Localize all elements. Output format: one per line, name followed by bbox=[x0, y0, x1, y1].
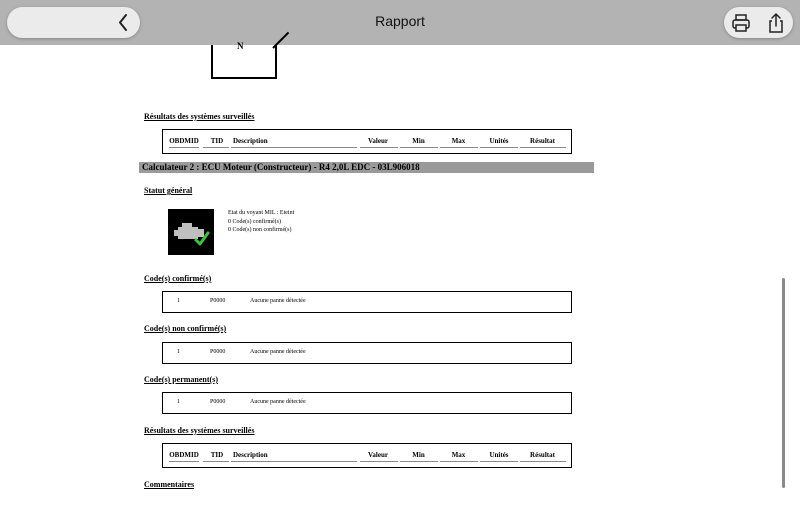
confirmed-code-row bbox=[162, 291, 572, 313]
diagram-fragment bbox=[211, 41, 277, 79]
col-max: Max bbox=[451, 451, 466, 459]
row-index: 1 bbox=[177, 399, 180, 405]
section-title-monitored-2: Résultats des systèmes surveillés bbox=[144, 426, 255, 435]
col-description: Description bbox=[233, 451, 268, 459]
page-title: Rapport bbox=[375, 13, 425, 29]
section-title-comments: Commentaires bbox=[144, 480, 195, 489]
permanent-code-row bbox=[162, 392, 572, 414]
col-unites: Unités bbox=[489, 451, 509, 459]
actions-group bbox=[724, 7, 793, 38]
status-confirmed: 0 Code(s) confirmé(s) bbox=[228, 218, 281, 225]
section-title-confirmed: Code(s) confirmé(s) bbox=[144, 274, 212, 283]
col-valeur: Valeur bbox=[368, 137, 388, 145]
row-code: P0000 bbox=[210, 399, 226, 405]
status-lines bbox=[228, 209, 294, 235]
table-header bbox=[163, 444, 571, 467]
col-valeur: Valeur bbox=[368, 451, 388, 459]
share-button[interactable] bbox=[765, 12, 787, 34]
col-description: Description bbox=[233, 137, 268, 145]
col-min: Min bbox=[412, 451, 425, 459]
col-resultat: Résultat bbox=[530, 137, 555, 145]
row-code: P0000 bbox=[210, 349, 226, 355]
col-tid: TID bbox=[210, 451, 224, 459]
share-icon bbox=[765, 12, 787, 34]
status-unconfirmed: 0 Code(s) non confirmé(s) bbox=[228, 227, 292, 233]
navigation-bar bbox=[0, 0, 800, 45]
section-title-permanent: Code(s) permanent(s) bbox=[144, 375, 218, 384]
col-obdmid: OBDMID bbox=[169, 137, 199, 145]
engine-check-icon bbox=[168, 209, 214, 255]
scrollbar[interactable] bbox=[782, 278, 785, 488]
row-index: 1 bbox=[177, 298, 180, 304]
col-tid: TID bbox=[210, 137, 224, 145]
col-obdmid: OBDMID bbox=[169, 451, 199, 459]
diagram-fragment-mark: N bbox=[237, 41, 244, 51]
monitored-table-2 bbox=[162, 443, 572, 468]
row-index: 1 bbox=[177, 349, 180, 355]
unconfirmed-code-row bbox=[162, 342, 572, 364]
engine-ok-icon bbox=[168, 209, 214, 255]
col-unites: Unités bbox=[489, 137, 509, 145]
section-title-general-status: Statut général bbox=[144, 186, 193, 195]
section-title-unconfirmed: Code(s) non confirmé(s) bbox=[144, 324, 227, 333]
printer-icon bbox=[730, 12, 752, 34]
row-code: P0000 bbox=[210, 298, 226, 304]
status-mil: Etat du voyant MIL : Eteint bbox=[228, 210, 295, 216]
table-header bbox=[163, 130, 571, 153]
section-title-monitored-1: Résultats des systèmes surveillés bbox=[144, 112, 255, 121]
print-button[interactable] bbox=[730, 12, 752, 34]
row-description: Aucune panne détectée bbox=[250, 298, 306, 304]
row-description: Aucune panne détectée bbox=[250, 349, 306, 355]
ecu-heading-bar bbox=[139, 162, 594, 173]
row-description: Aucune panne détectée bbox=[250, 399, 306, 405]
col-min: Min bbox=[412, 137, 425, 145]
col-resultat: Résultat bbox=[530, 451, 555, 459]
monitored-table-1 bbox=[162, 129, 572, 154]
report-document bbox=[0, 41, 800, 525]
col-max: Max bbox=[451, 137, 466, 145]
ecu-title: Calculateur 2 : ECU Moteur (Constructeur) - R4 2,0L EDC - 03L906018 bbox=[142, 162, 420, 172]
